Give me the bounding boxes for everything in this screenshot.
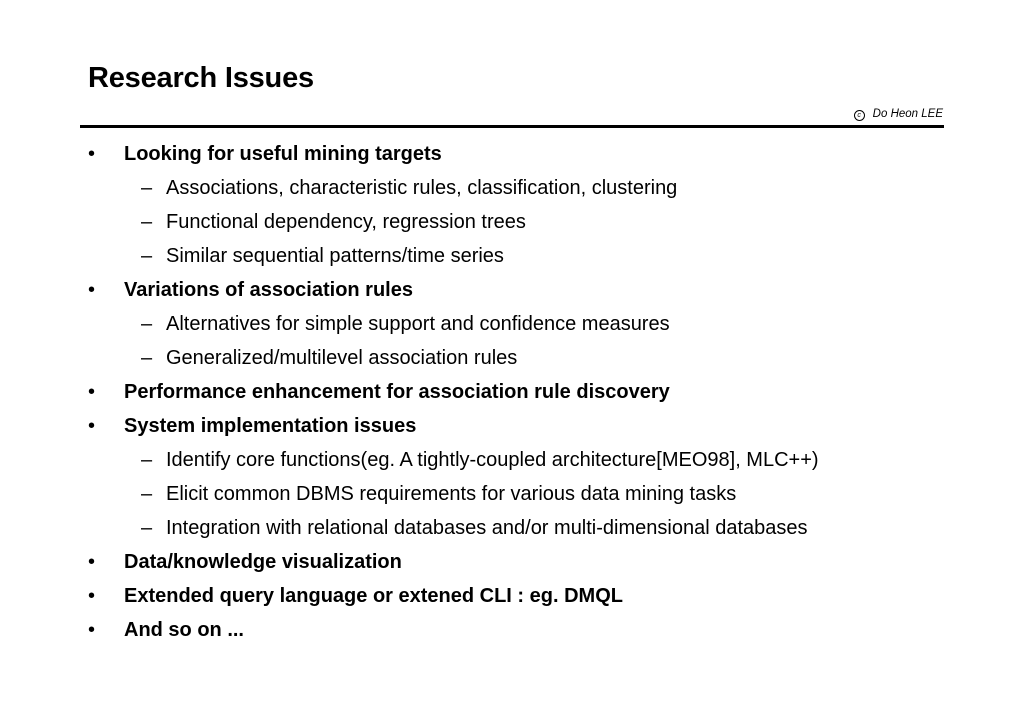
bullet-marker: • [88, 585, 96, 607]
dash-marker: – [141, 177, 153, 199]
bullet-item [0, 545, 1023, 579]
bullet-text: System implementation issues [124, 415, 417, 437]
bullet-item [0, 137, 1023, 171]
bullet-marker: • [88, 619, 96, 641]
bullet-marker: • [88, 279, 96, 301]
bullet-item [0, 613, 1023, 647]
sub-bullet-item [0, 511, 1023, 545]
dash-marker: – [141, 245, 153, 267]
bullet-item [0, 409, 1023, 443]
sub-bullet-text: Similar sequential patterns/time series [166, 245, 504, 267]
sub-bullet-item [0, 307, 1023, 341]
dash-marker: – [141, 211, 153, 233]
bullet-list [0, 137, 1023, 647]
dash-marker: – [141, 449, 153, 471]
dash-marker: – [141, 517, 153, 539]
slide-title: Research Issues [88, 62, 314, 94]
bullet-text: Performance enhancement for association rule discovery [124, 381, 670, 403]
bullet-text: And so on ... [124, 619, 244, 641]
sub-bullet-item [0, 341, 1023, 375]
sub-bullet-text: Elicit common DBMS requirements for various data mining tasks [166, 483, 737, 505]
bullet-text: Variations of association rules [124, 279, 413, 301]
bullet-marker: • [88, 381, 96, 403]
sub-bullet-item [0, 239, 1023, 273]
dash-marker: – [141, 313, 153, 335]
sub-bullet-text: Functional dependency, regression trees [166, 211, 526, 233]
sub-bullet-text: Generalized/multilevel association rules [166, 347, 518, 369]
dash-marker: – [141, 347, 153, 369]
title-divider [80, 125, 944, 128]
sub-bullet-text: Integration with relational databases and/or multi-dimensional databases [166, 517, 808, 539]
copyright-notice [854, 108, 943, 121]
bullet-item [0, 579, 1023, 613]
sub-bullet-text: Associations, characteristic rules, classification, clustering [166, 177, 678, 199]
bullet-text: Looking for useful mining targets [124, 143, 442, 165]
sub-bullet-text: Identify core functions(eg. A tightly-coupled architecture[MEO98], MLC++) [166, 449, 819, 471]
bullet-item [0, 273, 1023, 307]
bullet-marker: • [88, 143, 96, 165]
author-name: Do Heon LEE [872, 108, 943, 120]
sub-bullet-item [0, 205, 1023, 239]
bullet-text: Extended query language or extened CLI : eg. DMQL [124, 585, 623, 607]
sub-bullet-item [0, 443, 1023, 477]
bullet-item [0, 375, 1023, 409]
bullet-text: Data/knowledge visualization [124, 551, 402, 573]
bullet-marker: • [88, 415, 96, 437]
copyright-icon: c [854, 110, 865, 121]
bullet-marker: • [88, 551, 96, 573]
dash-marker: – [141, 483, 153, 505]
sub-bullet-item [0, 477, 1023, 511]
sub-bullet-text: Alternatives for simple support and confidence measures [166, 313, 670, 335]
sub-bullet-item [0, 171, 1023, 205]
